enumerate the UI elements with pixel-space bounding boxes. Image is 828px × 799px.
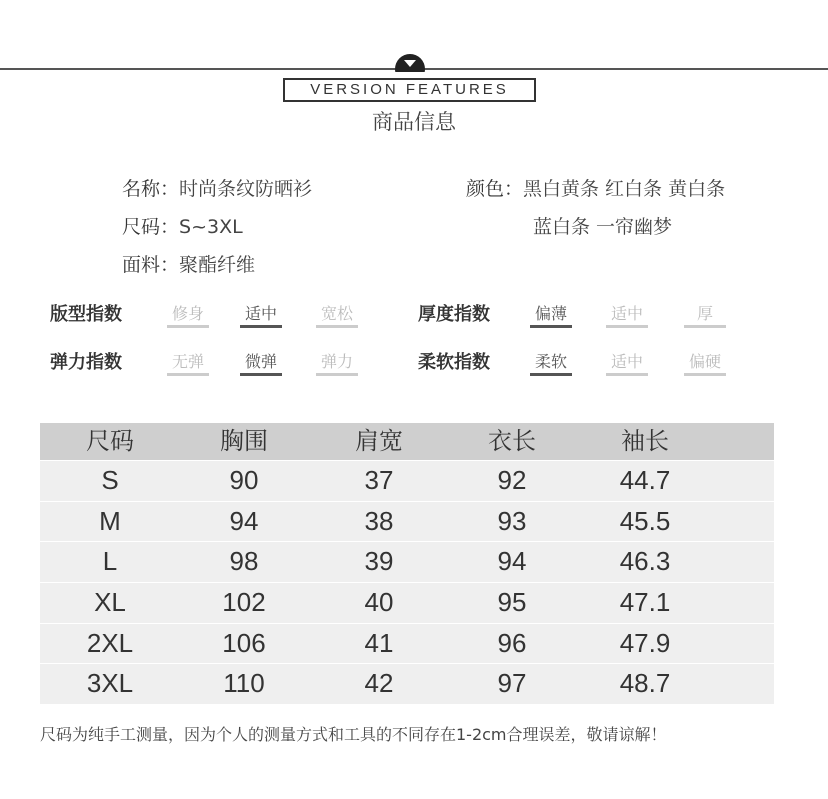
table-cell: 90 xyxy=(229,465,259,495)
index-option xyxy=(240,301,282,324)
table-cell: 96 xyxy=(497,627,527,658)
table-cell: 95 xyxy=(497,587,527,618)
product-name xyxy=(122,174,312,201)
index-option xyxy=(167,349,209,372)
table-header-cell: 衣长 xyxy=(488,427,536,455)
index-option-bar xyxy=(316,325,358,328)
index-option-bar xyxy=(684,373,726,376)
index-option-bar xyxy=(530,373,572,376)
index-option-label: 微弹 xyxy=(244,352,277,371)
index-option xyxy=(530,301,572,324)
product-name-label: 名称： xyxy=(122,178,180,200)
index-option xyxy=(530,349,572,372)
index-option-bar xyxy=(316,373,358,376)
table-cell: 37 xyxy=(364,465,394,495)
product-fabric-value: 聚酯纤维 xyxy=(179,254,256,276)
product-size-label: 尺码： xyxy=(122,216,180,238)
table-cell: XL xyxy=(94,587,126,618)
index-label: 版型指数 xyxy=(50,304,122,325)
index-option-bar xyxy=(240,373,282,376)
table-cell: M xyxy=(99,505,121,536)
index-option-label: 偏薄 xyxy=(534,304,567,323)
table-row xyxy=(40,663,774,704)
product-color-line2: 蓝白条 一帘幽梦 xyxy=(533,216,673,238)
table-cell: 47.9 xyxy=(619,627,671,658)
table-cell: 92 xyxy=(497,465,527,495)
table-header-cell: 胸围 xyxy=(220,427,268,455)
index-option xyxy=(316,301,358,324)
table-cell: 41 xyxy=(364,627,394,658)
table-cell: 94 xyxy=(497,546,527,577)
index-option-label: 弹力 xyxy=(320,352,353,371)
table-cell: 3XL xyxy=(86,668,134,699)
table-cell: 45.5 xyxy=(619,505,671,536)
table-cell: 98 xyxy=(229,546,259,577)
index-option-label: 厚 xyxy=(696,304,713,323)
index-option-label: 修身 xyxy=(171,304,204,323)
table-cell: 94 xyxy=(229,505,259,536)
product-fabric-label: 面料： xyxy=(122,254,180,276)
table-row xyxy=(40,541,774,582)
table-cell: L xyxy=(102,546,118,577)
index-option-label: 柔软 xyxy=(534,352,567,371)
index-option-bar xyxy=(167,325,209,328)
index-label: 厚度指数 xyxy=(418,304,490,325)
table-header-cell: 肩宽 xyxy=(355,427,403,455)
product-color xyxy=(466,174,725,201)
table-row xyxy=(40,501,774,542)
product-name-value: 时尚条纹防晒衫 xyxy=(179,178,313,200)
product-color-label: 颜色： xyxy=(466,178,524,200)
index-option xyxy=(606,349,648,372)
table-cell: 110 xyxy=(223,668,265,699)
table-cell: 44.7 xyxy=(619,465,671,495)
index-option xyxy=(167,301,209,324)
table-cell: 46.3 xyxy=(619,546,671,577)
index-option-bar xyxy=(167,373,209,376)
index-option-bar xyxy=(606,373,648,376)
index-option xyxy=(606,301,648,324)
index-option-bar xyxy=(684,325,726,328)
table-row xyxy=(40,623,774,664)
table-cell: 97 xyxy=(497,668,527,699)
table-cell: 93 xyxy=(497,505,527,536)
product-fabric xyxy=(122,250,255,277)
index-option-bar xyxy=(606,325,648,328)
product-size xyxy=(122,212,243,239)
table-cell: 102 xyxy=(222,587,266,618)
chevron-down-icon xyxy=(395,54,425,72)
table-cell: 2XL xyxy=(86,627,134,658)
index-option-bar xyxy=(530,325,572,328)
index-option xyxy=(684,349,726,372)
table-row xyxy=(40,460,774,501)
table-row xyxy=(40,582,774,623)
table-cell: 38 xyxy=(364,505,394,536)
index-option-label: 偏硬 xyxy=(688,352,721,371)
index-option xyxy=(240,349,282,372)
section-title-cn: 商品信息 xyxy=(372,110,456,134)
index-option-label: 适中 xyxy=(610,352,643,371)
table-cell: 106 xyxy=(222,627,266,658)
product-size-value: S~3XL xyxy=(179,216,243,238)
index-option-label: 宽松 xyxy=(320,304,353,323)
index-label: 柔软指数 xyxy=(418,352,490,373)
index-option xyxy=(316,349,358,372)
size-table xyxy=(40,423,774,704)
table-cell: 47.1 xyxy=(619,587,671,618)
table-cell: 42 xyxy=(364,668,394,699)
index-option-label: 适中 xyxy=(244,304,277,323)
table-cell: 39 xyxy=(364,546,394,577)
table-header-cell: 尺码 xyxy=(86,427,134,455)
table-cell: 40 xyxy=(364,587,394,618)
index-option-bar xyxy=(240,325,282,328)
section-title-en: VERSION FEATURES xyxy=(283,78,536,102)
measurement-footnote: 尺码为纯手工测量，因为个人的测量方式和工具的不同存在1-2cm合理误差，敬请谅解！ xyxy=(40,725,667,744)
index-label: 弹力指数 xyxy=(50,352,122,373)
table-cell: 48.7 xyxy=(619,668,671,699)
table-cell: S xyxy=(101,465,119,495)
index-option xyxy=(684,301,726,324)
table-header-cell: 袖长 xyxy=(621,427,669,455)
index-option-label: 无弹 xyxy=(171,352,204,371)
product-color-line1: 黑白黄条 红白条 黄白条 xyxy=(523,178,726,200)
table-header-row xyxy=(40,423,774,460)
index-option-label: 适中 xyxy=(610,304,643,323)
